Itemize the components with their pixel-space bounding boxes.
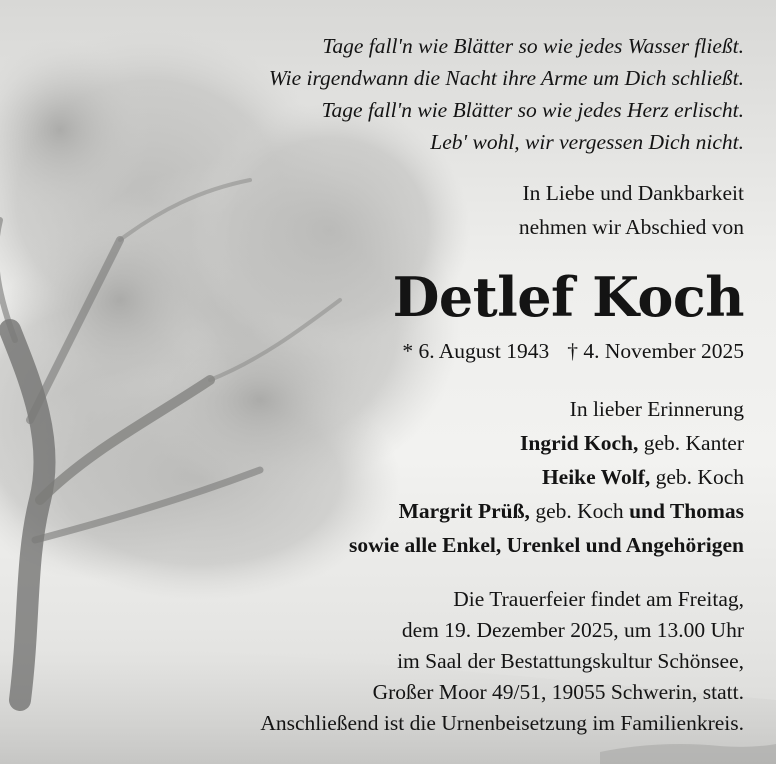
death-date: † 4. November 2025 <box>567 339 744 363</box>
life-dates <box>402 336 744 366</box>
mourner-suffix: geb. Kanter <box>638 431 744 455</box>
poem-line: Leb' wohl, wir vergessen Dich nicht. <box>430 130 744 154</box>
mourner-name: Margrit Prüß, <box>398 499 530 523</box>
ceremony-info <box>260 584 744 739</box>
mourner-line <box>349 494 744 528</box>
poem-line: Tage fall'n wie Blätter so wie jedes Herz erlischt. <box>321 98 744 122</box>
ceremony-line: Großer Moor 49/51, 19055 Schwerin, statt. <box>372 680 744 704</box>
mourner-name: Ingrid Koch, <box>520 431 639 455</box>
mourner-line <box>349 460 744 494</box>
mourner-suffix: geb. Koch <box>650 465 744 489</box>
deceased-name: Detlef Koch <box>392 265 744 329</box>
birth-date: * 6. August 1943 <box>402 339 550 363</box>
intro-line: In Liebe und Dankbarkeit <box>522 181 744 205</box>
mourners <box>349 392 744 562</box>
mourner-line <box>349 528 744 562</box>
intro-text <box>519 176 744 244</box>
ceremony-line: im Saal der Bestattungskultur Schönsee, <box>397 649 744 673</box>
intro-line: nehmen wir Abschied von <box>518 215 744 239</box>
mourner-line <box>349 426 744 460</box>
mourners-heading: In lieber Erinnerung <box>569 397 744 421</box>
poem-line: Wie irgendwann die Nacht ihre Arme um Dich schließt. <box>268 66 744 90</box>
poem <box>269 30 744 158</box>
poem-line: Tage fall'n wie Blätter so wie jedes Wasser fließt. <box>322 34 744 58</box>
mourner-name: und Thomas <box>629 499 744 523</box>
ceremony-line: dem 19. Dezember 2025, um 13.00 Uhr <box>401 618 744 642</box>
mourner-family: sowie alle Enkel, Urenkel und Angehörigen <box>348 533 744 557</box>
ceremony-line: Die Trauerfeier findet am Freitag, <box>453 587 744 611</box>
ceremony-line: Anschließend ist die Urnenbeisetzung im Familienkreis. <box>260 711 744 735</box>
mourner-name: Heike Wolf, <box>541 465 651 489</box>
mourner-suffix: geb. Koch <box>529 499 630 523</box>
